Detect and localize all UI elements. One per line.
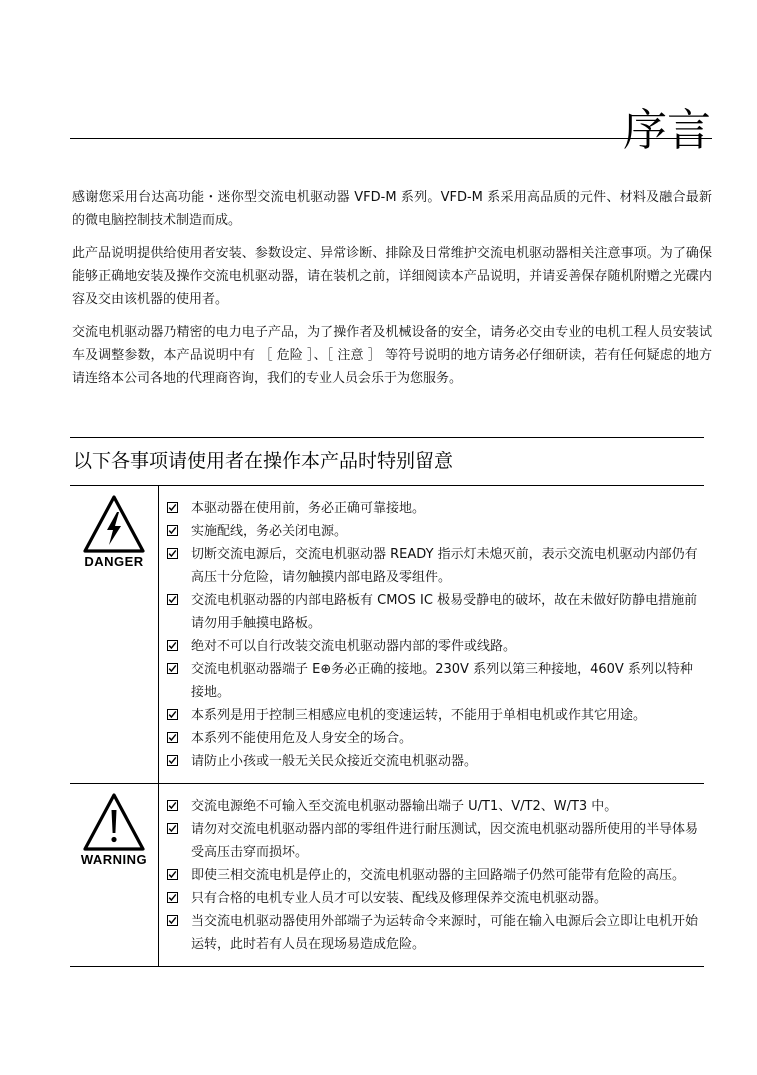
checked-box-icon [167,640,178,651]
checked-box-icon [167,800,178,811]
checked-box-icon [167,869,178,880]
safety-notice-title: 以下各事项请使用者在操作本产品时特别留意 [70,438,704,486]
checked-box-icon [167,663,178,674]
danger-item-text: 交流电机驱动器端子 E⊕务必正确的接地。230V 系列以第三种接地，460V 系列以特种接地。 [191,662,693,700]
danger-item [167,520,704,543]
danger-items-list [167,497,704,773]
checked-box-icon [167,892,178,903]
danger-item-text: 本驱动器在使用前，务必正确可靠接地。 [191,501,426,516]
danger-item [167,497,704,520]
danger-item-text: 交流电机驱动器的内部电路板有 CMOS IC 极易受静电的破坏，故在未做好防静电措施前请勿用手触摸电路板。 [191,593,698,631]
warning-item [167,795,704,818]
warning-row [70,784,704,967]
checked-box-icon [167,823,178,834]
warning-item [167,864,704,887]
danger-item-text: 切断交流电源后，交流电机驱动器 READY 指示灯未熄灭前，表示交流电机驱动内部仍有高压十分危险，请勿触摸内部电路及零组件。 [191,547,698,585]
danger-item [167,704,704,727]
danger-item-text: 请防止小孩或一般无关民众接近交流电机驱动器。 [191,754,478,769]
danger-item-text: 本系列是用于控制三相感应电机的变速运转，不能用于单相电机或作其它用途。 [191,708,647,723]
warning-exclamation-icon [82,792,146,852]
warning-item [167,887,704,910]
danger-items-cell [159,486,705,784]
danger-item-text: 本系列不能使用危及人身安全的场合。 [191,731,413,746]
warning-item-text: 交流电源绝不可输入至交流电机驱动器输出端子 U/T1、V/T2、W/T3 中。 [191,799,618,814]
warning-symbol-cell [70,784,159,967]
checked-box-icon [167,915,178,926]
checked-box-icon [167,525,178,536]
intro-paragraph: 此产品说明提供给使用者安装、参数设定、异常诊断、排除及日常维护交流电机驱动器相关注意事项。为了确保能够正确地安装及操作交流电机驱动器，请在装机之前，详细阅读本产品说明，并请妥善保存随机附赠之光碟内容及交由该机器的使用者。 [72,246,712,307]
warning-item-text: 只有合格的电机专业人员才可以安装、配线及修理保养交流电机驱动器。 [191,891,608,906]
checked-box-icon [167,594,178,605]
warning-items-cell [159,784,705,967]
warning-item-text: 请勿对交流电机驱动器内部的零组件进行耐压测试，因交流电机驱动器所使用的半导体易受高压击穿而损坏。 [191,822,699,860]
checked-box-icon [167,755,178,766]
warning-label: WARNING [80,852,148,867]
danger-item [167,727,704,750]
intro-paragraph: 感谢您采用台达高功能・迷你型交流电机驱动器 VFD-M 系列。VFD-M 系采用高品质的元件、材料及融合最新的微电脑控制技术制造而成。 [72,190,712,228]
danger-item [167,750,704,773]
danger-item [167,543,704,589]
warning-item [167,910,704,956]
safety-notice-section [70,437,704,967]
safety-notice-table [70,486,704,967]
danger-symbol-cell [70,486,159,784]
danger-label: DANGER [84,554,144,569]
checked-box-icon [167,502,178,513]
checked-box-icon [167,709,178,720]
warning-item-text: 即使三相交流电机是停止的，交流电机驱动器的主回路端子仍然可能带有危险的高压。 [191,868,686,883]
warning-item [167,818,704,864]
danger-item-text: 绝对不可以自行改装交流电机驱动器内部的零件或线路。 [191,639,517,654]
danger-item [167,658,704,704]
warning-items-list [167,795,704,956]
danger-item [167,589,704,635]
intro-section [72,186,712,400]
checked-box-icon [167,548,178,559]
intro-paragraph: 交流电机驱动器乃精密的电力电子产品，为了操作者及机械设备的安全，请务必交由专业的电机工程人员安装试车及调整参数，本产品说明中有 ［ 危险 ］、［ 注意 ］ 等符号说明的地方请务必仔细研读，若有任何疑虑的地方请连络本公司各地的代理商咨询，我们的专业人员会乐于为您服务。 [72,325,712,386]
checked-box-icon [167,732,178,743]
danger-item-text: 实施配线，务必关闭电源。 [191,524,348,539]
page-title: 序言 [623,105,711,157]
warning-item-text: 当交流电机驱动器使用外部端子为运转命令来源时，可能在输入电源后会立即让电机开始运转，此时若有人员在现场易造成危险。 [191,914,699,952]
danger-row [70,486,704,784]
title-divider [70,138,712,139]
danger-high-voltage-icon [82,494,146,554]
danger-item [167,635,704,658]
